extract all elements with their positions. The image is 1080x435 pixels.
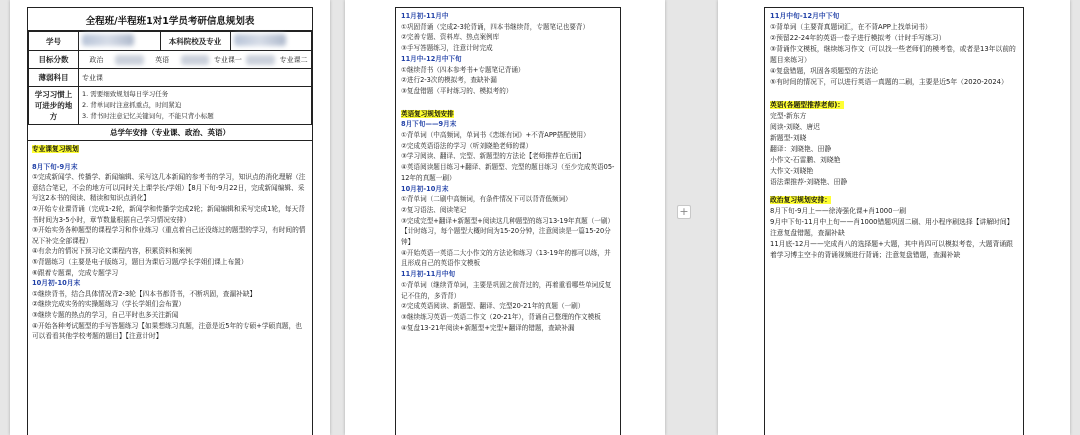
plan-line: ④复盘13-21年阅读+新题型+完型+翻译的错题，查缺补漏: [401, 323, 575, 332]
weak-subject-label: 薄弱科目: [29, 69, 79, 87]
overall-schedule-heading: 总学年安排（专业课、政治、英语）: [28, 125, 312, 141]
period-heading: 11月中旬-12月中下旬: [770, 12, 840, 20]
subject-politics: 政治: [89, 55, 104, 64]
plan-line: ②复习语法、阅读笔记: [401, 205, 467, 214]
document-page-2: [345, 0, 665, 435]
major-course-plan-continued: [396, 8, 620, 336]
target-score-label: 目标分数: [29, 51, 79, 69]
student-id-value: [79, 32, 161, 51]
major-course-plan: [28, 141, 312, 345]
plan-line: ④英语阅读题目练习+翻译、新题型、完型的题目练习（至少完成英语05-12年的真题一刷）: [401, 163, 615, 182]
plan-line: ④复盘错题，巩固各项题型的方法论: [770, 67, 879, 75]
section-title-english: 英语复习规划安排: [401, 109, 454, 118]
period-heading: 11月初-11月中旬: [401, 270, 456, 279]
habit-item: 3. 背书时注意记忆关键词句，不能只背小标题: [82, 112, 214, 120]
plan-line: ①背单词（中高频词，单词书《恋练有词》+不背APP搭配使用）: [401, 131, 590, 140]
plan-line: ③开始实务各种题型的课程学习和作业练习（重点着自己还没练过的题型的学习，有时间的情况下补完全部课程）: [32, 226, 306, 245]
plan-line: ①巩固背诵（完成2-3轮背诵，四本书继续背，专题笔记也要背）: [401, 22, 590, 31]
period-heading: 11月中-12月中下旬: [401, 54, 462, 63]
document-title: 全程班/半程班1对1学员考研信息规划表: [28, 8, 312, 31]
plan-line: ②进行2-3次的模拟考，查缺补漏: [401, 76, 497, 85]
english-politics-plan: [765, 8, 1023, 264]
target-score-row: [79, 51, 312, 69]
plan-line: ④开始英语一英语二大小作文的方法论和练习（13-19年的都可以练，并且形成自己的英语作文模板: [401, 248, 611, 268]
teacher-line: 完型-新东方: [770, 112, 807, 120]
section-title-major: 专业课复习规划: [32, 145, 79, 153]
plan-text-frame: [395, 7, 621, 435]
plan-line: ③复盘错题（平时练习的、模拟考的）: [401, 86, 513, 95]
plan-line: ⑥跟着专题课，完成专题学习: [32, 268, 119, 277]
document-page-3: [718, 0, 1070, 435]
redacted-field: [234, 34, 286, 46]
period-heading: 10月初-10月末: [401, 184, 449, 193]
document-page-1: [10, 0, 330, 435]
subject-major-1: 专业课一: [213, 55, 242, 64]
redacted-field: [82, 34, 134, 46]
plan-line: 8月下旬-9月上——徐涛强化课+肖1000一刷: [770, 207, 907, 215]
plan-line: ②完成英语阅读、新题型、翻译、完型20-21年的真题（一刷）: [401, 302, 585, 311]
redacted-field: [246, 55, 275, 65]
plan-line: ①完成新闻学、传播学、新闻编辑、采写这几本新闻的参考书的学习，知识点的消化理解（注意结合笔记，不会的地方可以同时关上课学长/学姐）【8月下旬-9月22日，完成新闻编辑、采写这2本书的阅读、精读和知识点消化】: [32, 173, 306, 203]
teacher-line: 翻译：刘晓艳、田静: [770, 145, 832, 153]
plan-line: ①继续背书，结合具体情况背2-3轮【四本书都背书，不断巩固，查漏补缺】: [32, 289, 257, 298]
section-title-politics: 政治复习规划安排：: [770, 196, 832, 204]
plan-text-frame: [764, 7, 1024, 435]
teacher-line: 语法课推荐-刘晓艳、田静: [770, 178, 848, 186]
teacher-line: 大作文-刘晓艳: [770, 167, 814, 175]
redacted-field: [115, 55, 144, 65]
plan-line: ⑤背题练习（主要是电子版练习，题目为课后习题/学长学姐们课上布置）: [32, 257, 248, 266]
teacher-line: 新题型-刘晓: [770, 134, 807, 142]
teacher-line: 小作文-石雷鹏、刘晓艳: [770, 156, 841, 164]
plan-line: ①背单词（主要背真题词汇，在不背APP上找单词书）: [770, 23, 932, 31]
plan-line: ④开始各种考试题型的手写答题练习【如果想练习真题，注意是近5年的专硕+学硕真题，也可以看看其他学校考题的题目】【注意计时】: [32, 321, 302, 341]
plan-line: ①背单词（二刷中高频词，有条件情况下可以背背低频词）: [401, 195, 572, 204]
period-heading: 10月初-10月末: [32, 279, 81, 288]
student-id-label: 学号: [29, 32, 79, 51]
study-habit-list: [79, 87, 312, 125]
plan-line: ②开始专业课背诵（完成1-2轮，新闻学和传播学完成2轮；新闻编辑和采写完成1轮，每天背书时间为3-5小时，章节数量根据自己学习情况安排）: [32, 204, 305, 224]
subject-english: 英语: [155, 55, 170, 64]
plan-line: ③完成完型+翻译+新题型+阅读这几种题型的练习13-19年真题（一刷）【计时练习，每个题型大概时间为15-20分钟，注意阅读是一篇15-20分钟】: [401, 216, 615, 247]
plan-table-frame: [27, 7, 313, 435]
plan-line: ②完成英语语法的学习（听刘晓艳老师的课）: [401, 141, 533, 150]
habit-item: 1. 需要细致规划每日学习任务: [82, 90, 169, 98]
period-heading: 8月下旬——9月末: [401, 120, 457, 129]
plan-line: ②完善专题、资料库、热点案例库: [401, 33, 500, 42]
plan-line: ③继续专题的热点的学习，自己平时也多关注新闻: [32, 310, 179, 319]
plan-line: ②继续完成实务的实操题练习（学长学姐们会布置）: [32, 300, 186, 309]
plan-line: 11月底-12月——完成肖八的选择题+大题，其中肖四可以模拟考卷，大题背诵跟着学习博主空卡的背诵视频进行背诵；注意复盘错题，查漏补缺: [770, 240, 1013, 259]
school-major-value: [230, 32, 312, 51]
study-habit-label: 学习习惯上可进步的地方: [29, 87, 79, 125]
plan-line: ①背单词（继续背单词，主要是巩固之前背过的，再着重看哪些单词反复记不住的，多背背）: [401, 280, 612, 300]
plan-line: ③继续练习英语一英语二作文（20-21年），背诵自己整理的作文模板: [401, 312, 601, 321]
teacher-line: 阅读-刘晓、唐迟: [770, 123, 821, 131]
redacted-field: [181, 55, 210, 65]
plan-line: ⑤有时间的情况下，可以进行英语一真题的二刷，主要是近5年（2020-2024）: [770, 78, 1008, 86]
habit-item: 2. 背单词时注意抓重点，时间紧迫: [82, 101, 182, 109]
plan-line: 9月中下旬-11月中上旬——肖1000错题巩固二刷、用小程序刷选择【讲解时间】注意复盘错题，查漏补缺: [770, 218, 1014, 237]
student-info-table: [28, 31, 312, 125]
school-major-label: 本科院校及专业: [160, 32, 230, 51]
plan-line: ③背诵作文模板，继续练习作文（可以找一些老师们的模考卷，或者是13年以前的题目来练习）: [770, 45, 1016, 64]
section-title-teachers: 英语(各题型推荐老师)：: [770, 101, 845, 109]
plan-line: ③手写答题练习，注意计时完成: [401, 44, 493, 53]
plan-line: ①继续背书（四本参考书+专题笔记背诵）: [401, 65, 525, 74]
plan-line: ②预留22-24年的英语一卷子进行模拟考（计时手写练习）: [770, 34, 946, 42]
weak-subject-value: 专业课: [79, 69, 312, 87]
period-heading: 11月初-11月中: [401, 12, 449, 20]
plan-line: ③学习阅读、翻译、完型、新题型的方法论【老师推荐在后面】: [401, 152, 585, 161]
period-heading: 8月下旬-9月末: [32, 162, 78, 171]
subject-major-2: 专业课二: [279, 55, 308, 64]
plan-line: ④有余力的情况下预习论文课程内容，积累资料和案例: [32, 247, 192, 256]
add-page-button[interactable]: +: [677, 205, 691, 219]
